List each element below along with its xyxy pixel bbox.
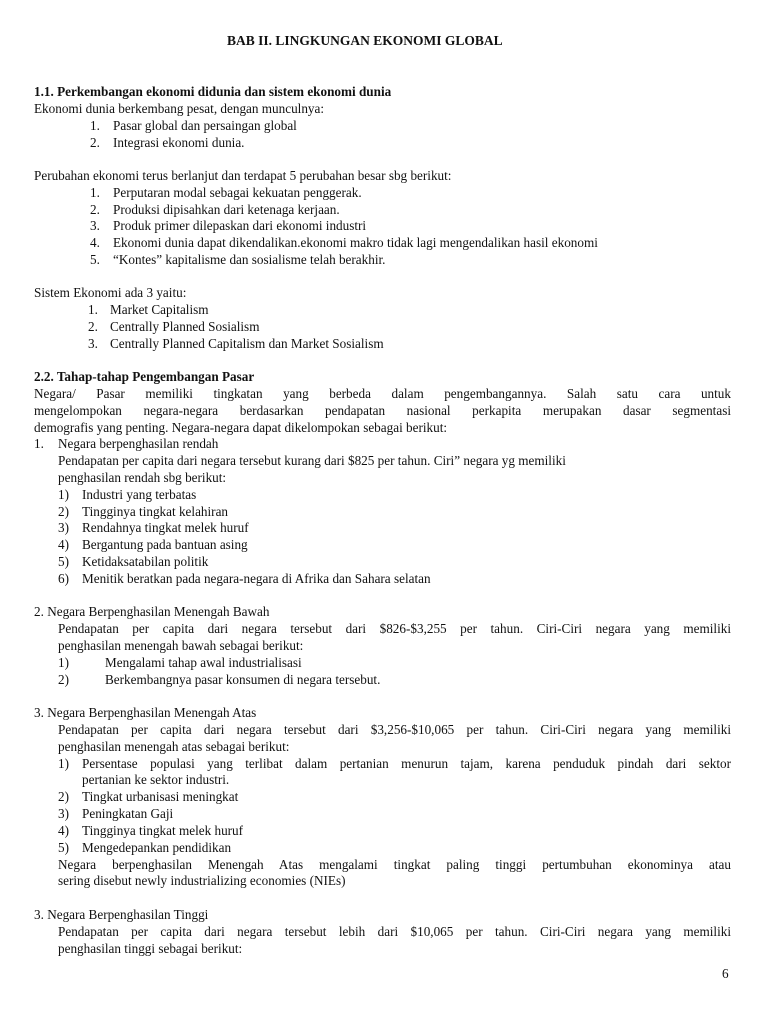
list-item: Market Capitalism: [110, 302, 209, 317]
list-number: 4): [58, 823, 69, 838]
group-2-title: 2. Negara Berpenghasilan Menengah Bawah: [34, 604, 270, 619]
list-number: 5.: [90, 252, 100, 267]
group-1-title: Negara berpenghasilan rendah: [58, 436, 219, 451]
list-number: 2): [58, 504, 69, 519]
list-item: Tingkat urbanisasi meningkat: [82, 789, 239, 804]
list-number: 4.: [90, 235, 100, 250]
group-3-closing-line: Negara berpenghasilan Menengah Atas mengalami tingkat paling tinggi pertumbuhan ekonominya atau: [58, 857, 731, 872]
list-item: Pasar global dan persaingan global: [113, 118, 297, 133]
group-3-title: 3. Negara Berpenghasilan Menengah Atas: [34, 705, 257, 720]
list-item: Bergantung pada bantuan asing: [82, 537, 248, 552]
list-number: 3.: [90, 218, 100, 233]
list-item: Produksi dipisahkan dari ketenaga kerjaan.: [113, 202, 340, 217]
list-item: Berkembangnya pasar konsumen di negara tersebut.: [105, 672, 381, 687]
list-number: 4): [58, 537, 69, 552]
group-3-desc-line: Pendapatan per capita dari negara tersebut dari $3,256-$10,065 per tahun. Ciri-Ciri negara yang memiliki: [58, 722, 731, 737]
list-item: Tingginya tingkat melek huruf: [82, 823, 244, 838]
paragraph-line: demografis yang penting. Negara-negara dapat dikelompokan sebagai berikut:: [34, 420, 448, 435]
list-number: 1): [58, 655, 69, 670]
group-number: 1.: [34, 436, 44, 451]
list-number: 2.: [88, 319, 98, 334]
list-item: Peningkatan Gaji: [82, 806, 174, 821]
list-item: Ekonomi dunia dapat dikendalikan.ekonomi makro tidak lagi mengendalikan hasil ekonomi: [113, 235, 598, 250]
paragraph-line: mengelompokan negara-negara berdasarkan pendapatan nasional perkapita merupakan dasar segmentasi: [34, 403, 731, 418]
list-item: Mengalami tahap awal industrialisasi: [105, 655, 302, 670]
group-4-title: 3. Negara Berpenghasilan Tinggi: [34, 907, 209, 922]
page-number: 6: [722, 966, 729, 981]
section-2-heading: 2.2. Tahap-tahap Pengembangan Pasar: [34, 369, 255, 384]
group-2-desc-line: penghasilan menengah bawah sebagai berikut:: [58, 638, 304, 653]
list-item: Perputaran modal sebagai kekuatan penggerak.: [113, 185, 362, 200]
group-1-desc-line: penghasilan rendah sbg berikut:: [58, 470, 227, 485]
group-1-desc-line: Pendapatan per capita dari negara tersebut kurang dari $825 per tahun. Ciri” negara yg memiliki: [58, 453, 566, 468]
list-number: 2): [58, 672, 69, 687]
list-number: 1): [58, 756, 69, 771]
list-item: Persentase populasi yang terlibat dalam pertanian menurun tajam, karena penduduk pindah dari sektor: [82, 756, 731, 771]
list-number: 5): [58, 554, 69, 569]
paragraph-line: Negara/ Pasar memiliki tingkatan yang berbeda dalam pengembangannya. Salah satu cara untuk: [34, 386, 731, 401]
list-item: Integrasi ekonomi dunia.: [113, 135, 245, 150]
section-1-paragraph-2: Perubahan ekonomi terus berlanjut dan terdapat 5 perubahan besar sbg berikut:: [34, 168, 452, 183]
list-item: pertanian ke sektor industri.: [82, 772, 230, 787]
list-number: 1.: [90, 185, 100, 200]
list-item: Tingginya tingkat kelahiran: [82, 504, 229, 519]
group-4-desc-line: Pendapatan per capita dari negara tersebut lebih dari $10,065 per tahun. Ciri-Ciri negara yang memiliki: [58, 924, 731, 939]
list-item: “Kontes” kapitalisme dan sosialisme telah berakhir.: [113, 252, 386, 267]
group-4-desc-line: penghasilan tinggi sebagai berikut:: [58, 941, 243, 956]
list-number: 2): [58, 789, 69, 804]
group-2-desc-line: Pendapatan per capita dari negara tersebut dari $826-$3,255 per tahun. Ciri-Ciri negara yang memiliki: [58, 621, 731, 636]
list-number: 3.: [88, 336, 98, 351]
list-item: Centrally Planned Capitalism dan Market Sosialism: [110, 336, 384, 351]
page-title: BAB II. LINGKUNGAN EKONOMI GLOBAL: [227, 33, 503, 48]
list-item: Centrally Planned Sosialism: [110, 319, 260, 334]
section-1-intro: Ekonomi dunia berkembang pesat, dengan munculnya:: [34, 101, 325, 116]
list-item: Rendahnya tingkat melek huruf: [82, 520, 249, 535]
list-item: Produk primer dilepaskan dari ekonomi industri: [113, 218, 367, 233]
list-item: Ketidaksatabilan politik: [82, 554, 209, 569]
list-number: 2.: [90, 135, 100, 150]
list-number: 1.: [88, 302, 98, 317]
group-3-closing-line: sering disebut newly industrializing economies (NIEs): [58, 873, 346, 888]
section-1-paragraph-3: Sistem Ekonomi ada 3 yaitu:: [34, 285, 187, 300]
list-number: 2.: [90, 202, 100, 217]
list-item: Menitik beratkan pada negara-negara di Afrika dan Sahara selatan: [82, 571, 431, 586]
list-item: Mengedepankan pendidikan: [82, 840, 232, 855]
list-item: Industri yang terbatas: [82, 487, 197, 502]
list-number: 1): [58, 487, 69, 502]
list-number: 5): [58, 840, 69, 855]
section-1-heading: 1.1. Perkembangan ekonomi didunia dan sistem ekonomi dunia: [34, 84, 392, 99]
group-3-desc-line: penghasilan menengah atas sebagai berikut:: [58, 739, 290, 754]
list-number: 3): [58, 520, 69, 535]
list-number: 3): [58, 806, 69, 821]
list-number: 6): [58, 571, 69, 586]
list-number: 1.: [90, 118, 100, 133]
